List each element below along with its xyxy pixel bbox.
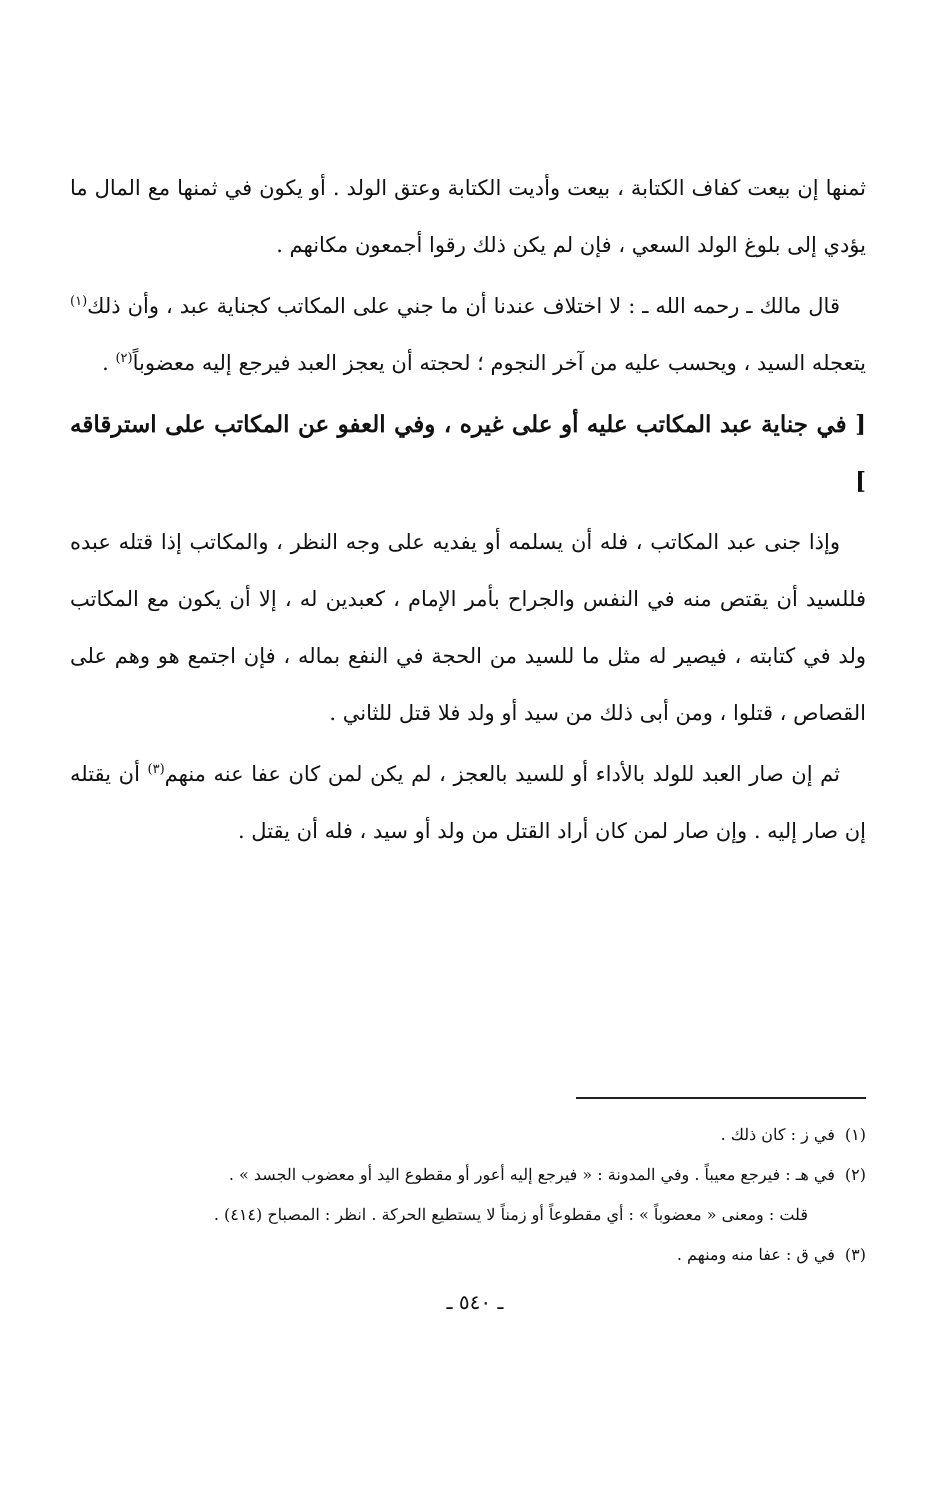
paragraph-3-text: وإذا جنى عبد المكاتب ، فله أن يسلمه أو يفديه على وجه النظر ، والمكاتب إذا قتله عبده فللسيد أن يقتص منه في النفس والجراح بأمر الإمام ، كعبدين له ، إلا أن يكون مع المكاتب ولد في كتابته ، فيصير له مثل ما للسيد من الحجة في النفع بماله ، فإن اجتمع هو وهم على القصاص ، قتلوا ، ومن أبى ذلك من سيد أو ولد فلا قتل للثاني . (70, 530, 866, 725)
footnote-number: (١) (844, 1125, 866, 1144)
footnote-ref-3: (٣) (147, 762, 165, 777)
footnote-2-continued (70, 1195, 866, 1235)
footnote-1 (70, 1115, 866, 1155)
footnote-text: في ز : كان ذلك . (720, 1125, 835, 1144)
footnote-number: (٢) (844, 1165, 866, 1184)
paragraph-4-text-b: أن يقتله إن صار إليه . وإن صار لمن كان أراد القتل من ولد أو سيد ، فله أن يقتل . (70, 762, 866, 843)
page-body (70, 160, 866, 1460)
footnote-text: قلت : ومعنى « معضوباً » : أي مقطوعاً أو زمناً لا يستطيع الحركة . انظر : المصباح (٤١٤) . (213, 1205, 808, 1224)
footnotes (70, 1115, 866, 1275)
paragraph-1 (70, 160, 866, 274)
paragraph-3 (70, 514, 866, 742)
footnote-text: في ق : عفا منه ومنهم . (676, 1245, 835, 1264)
footnote-text: في هـ : فيرجع معيباً . وفي المدونة : « فيرجع إليه أعور أو مقطوع اليد أو معضوب الجسد » . (228, 1165, 835, 1184)
section-heading: [ في جناية عبد المكاتب عليه أو على غيره ، وفي العفو عن المكاتب على استرقاقه ] (70, 411, 866, 495)
footnote-number: (٣) (844, 1245, 866, 1264)
footnote-2 (70, 1155, 866, 1195)
footnote-ref-2: (٢) (115, 351, 133, 366)
paragraph-2-text-a: قال مالك ـ رحمه الله ـ : لا اختلاف عندنا أن ما جني على المكاتب كجناية عبد ، وأن ذلك (87, 294, 840, 318)
paragraph-2 (70, 278, 866, 392)
paragraph-2-text-c: . (102, 351, 116, 375)
paragraph-1-text: ثمنها إن بيعت كفاف الكتابة ، بيعت وأديت الكتابة وعتق الولد . أو يكون في ثمنها مع المال ما يؤدي إلى بلوغ الولد السعي ، فإن لم يكن ذلك رقوا أجمعون مكانهم . (70, 176, 866, 257)
footnote-ref-1: (١) (70, 294, 88, 309)
footnote-divider (576, 1097, 866, 1099)
paragraph-2-text-b: يتعجله السيد ، ويحسب عليه من آخر النجوم ؛ لحجته أن يعجز العبد فيرجع إليه معضوباً (132, 351, 866, 375)
page-number: ـ ٥٤٠ ـ (446, 1290, 504, 1314)
paragraph-4-text-a: ثم إن صار العبد للولد بالأداء أو للسيد بالعجز ، لم يكن لمن كان عفا عنه منهم (164, 762, 840, 786)
footnote-3 (70, 1235, 866, 1275)
paragraph-4 (70, 746, 866, 860)
